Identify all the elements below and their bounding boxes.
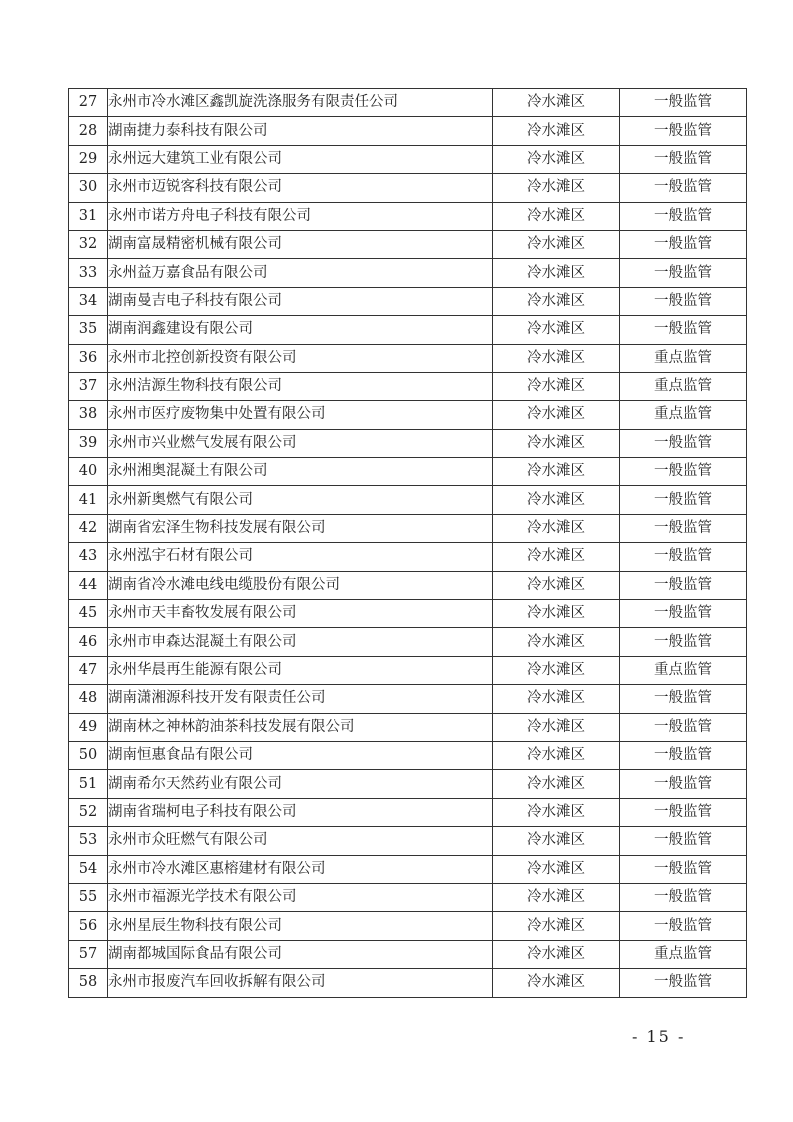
company-name: 永州市冷水滩区鑫凯旋洗涤服务有限责任公司 xyxy=(108,89,493,117)
company-name: 湖南捷力泰科技有限公司 xyxy=(108,117,493,145)
company-name: 永州市兴业燃气发展有限公司 xyxy=(108,429,493,457)
supervision-level: 一般监管 xyxy=(620,429,747,457)
table-row xyxy=(69,855,747,883)
company-name: 永州市冷水滩区惠榕建材有限公司 xyxy=(108,855,493,883)
district: 冷水滩区 xyxy=(493,344,620,372)
supervision-level: 一般监管 xyxy=(620,600,747,628)
supervision-level: 一般监管 xyxy=(620,174,747,202)
supervision-level: 重点监管 xyxy=(620,344,747,372)
district: 冷水滩区 xyxy=(493,287,620,315)
table-row xyxy=(69,628,747,656)
district: 冷水滩区 xyxy=(493,514,620,542)
table-row xyxy=(69,571,747,599)
company-name: 永州洁源生物科技有限公司 xyxy=(108,372,493,400)
row-number: 50 xyxy=(69,741,108,769)
district: 冷水滩区 xyxy=(493,145,620,173)
row-number: 30 xyxy=(69,174,108,202)
district: 冷水滩区 xyxy=(493,571,620,599)
company-name: 永州益万嘉食品有限公司 xyxy=(108,259,493,287)
row-number: 28 xyxy=(69,117,108,145)
row-number: 38 xyxy=(69,401,108,429)
district: 冷水滩区 xyxy=(493,827,620,855)
supervision-level: 重点监管 xyxy=(620,656,747,684)
supervision-level: 重点监管 xyxy=(620,940,747,968)
table-row xyxy=(69,89,747,117)
company-name: 永州市报废汽车回收拆解有限公司 xyxy=(108,969,493,997)
supervision-level: 一般监管 xyxy=(620,230,747,258)
supervision-level: 一般监管 xyxy=(620,798,747,826)
district: 冷水滩区 xyxy=(493,401,620,429)
company-name: 湖南曼吉电子科技有限公司 xyxy=(108,287,493,315)
row-number: 29 xyxy=(69,145,108,173)
district: 冷水滩区 xyxy=(493,940,620,968)
supervision-level: 一般监管 xyxy=(620,543,747,571)
table-row xyxy=(69,429,747,457)
row-number: 33 xyxy=(69,259,108,287)
supervision-level: 一般监管 xyxy=(620,969,747,997)
company-name: 永州湘奥混凝土有限公司 xyxy=(108,458,493,486)
table-row xyxy=(69,600,747,628)
table-row xyxy=(69,741,747,769)
row-number: 37 xyxy=(69,372,108,400)
company-name: 永州市北控创新投资有限公司 xyxy=(108,344,493,372)
row-number: 56 xyxy=(69,912,108,940)
row-number: 44 xyxy=(69,571,108,599)
supervision-level: 重点监管 xyxy=(620,372,747,400)
table-row xyxy=(69,912,747,940)
company-name: 永州市迈锐客科技有限公司 xyxy=(108,174,493,202)
table-row xyxy=(69,969,747,997)
row-number: 35 xyxy=(69,316,108,344)
row-number: 58 xyxy=(69,969,108,997)
row-number: 32 xyxy=(69,230,108,258)
district: 冷水滩区 xyxy=(493,969,620,997)
row-number: 57 xyxy=(69,940,108,968)
table-row xyxy=(69,656,747,684)
company-name: 永州市诺方舟电子科技有限公司 xyxy=(108,202,493,230)
district: 冷水滩区 xyxy=(493,656,620,684)
company-name: 湖南都城国际食品有限公司 xyxy=(108,940,493,968)
district: 冷水滩区 xyxy=(493,259,620,287)
supervision-level: 一般监管 xyxy=(620,628,747,656)
company-name: 永州市医疗废物集中处置有限公司 xyxy=(108,401,493,429)
table-row xyxy=(69,798,747,826)
district: 冷水滩区 xyxy=(493,912,620,940)
supervision-level: 一般监管 xyxy=(620,741,747,769)
company-name: 永州远大建筑工业有限公司 xyxy=(108,145,493,173)
supervision-level: 一般监管 xyxy=(620,685,747,713)
table-row xyxy=(69,145,747,173)
company-name: 湖南潇湘源科技开发有限责任公司 xyxy=(108,685,493,713)
district: 冷水滩区 xyxy=(493,600,620,628)
supervision-level: 一般监管 xyxy=(620,770,747,798)
row-number: 42 xyxy=(69,514,108,542)
supervision-level: 一般监管 xyxy=(620,316,747,344)
district: 冷水滩区 xyxy=(493,458,620,486)
company-name: 湖南省冷水滩电线电缆股份有限公司 xyxy=(108,571,493,599)
district: 冷水滩区 xyxy=(493,543,620,571)
district: 冷水滩区 xyxy=(493,117,620,145)
row-number: 52 xyxy=(69,798,108,826)
table-row xyxy=(69,287,747,315)
table-row xyxy=(69,316,747,344)
company-name: 湖南希尔天然药业有限公司 xyxy=(108,770,493,798)
row-number: 47 xyxy=(69,656,108,684)
district: 冷水滩区 xyxy=(493,372,620,400)
district: 冷水滩区 xyxy=(493,89,620,117)
district: 冷水滩区 xyxy=(493,316,620,344)
supervision-level: 一般监管 xyxy=(620,202,747,230)
district: 冷水滩区 xyxy=(493,883,620,911)
district: 冷水滩区 xyxy=(493,798,620,826)
district: 冷水滩区 xyxy=(493,770,620,798)
company-name: 永州星辰生物科技有限公司 xyxy=(108,912,493,940)
row-number: 27 xyxy=(69,89,108,117)
table-row xyxy=(69,940,747,968)
supervision-level: 一般监管 xyxy=(620,145,747,173)
district: 冷水滩区 xyxy=(493,174,620,202)
row-number: 40 xyxy=(69,458,108,486)
company-name: 永州市众旺燃气有限公司 xyxy=(108,827,493,855)
row-number: 36 xyxy=(69,344,108,372)
row-number: 51 xyxy=(69,770,108,798)
company-name: 永州市申森达混凝土有限公司 xyxy=(108,628,493,656)
district: 冷水滩区 xyxy=(493,429,620,457)
district: 冷水滩区 xyxy=(493,685,620,713)
district: 冷水滩区 xyxy=(493,230,620,258)
row-number: 34 xyxy=(69,287,108,315)
table-row xyxy=(69,202,747,230)
table-row xyxy=(69,770,747,798)
row-number: 39 xyxy=(69,429,108,457)
table-row xyxy=(69,344,747,372)
table-row xyxy=(69,486,747,514)
company-name: 永州新奥燃气有限公司 xyxy=(108,486,493,514)
company-name: 永州市福源光学技术有限公司 xyxy=(108,883,493,911)
row-number: 46 xyxy=(69,628,108,656)
table-row xyxy=(69,230,747,258)
company-name: 永州华晨再生能源有限公司 xyxy=(108,656,493,684)
table-row xyxy=(69,514,747,542)
table-row xyxy=(69,259,747,287)
district: 冷水滩区 xyxy=(493,741,620,769)
supervision-level: 一般监管 xyxy=(620,259,747,287)
supervision-level: 一般监管 xyxy=(620,883,747,911)
district: 冷水滩区 xyxy=(493,202,620,230)
supervision-level: 一般监管 xyxy=(620,514,747,542)
supervision-level: 一般监管 xyxy=(620,855,747,883)
district: 冷水滩区 xyxy=(493,855,620,883)
row-number: 43 xyxy=(69,543,108,571)
district: 冷水滩区 xyxy=(493,486,620,514)
company-name: 湖南省宏泽生物科技发展有限公司 xyxy=(108,514,493,542)
district: 冷水滩区 xyxy=(493,713,620,741)
table-row xyxy=(69,174,747,202)
company-name: 湖南富晟精密机械有限公司 xyxy=(108,230,493,258)
enterprise-table xyxy=(68,88,747,998)
district: 冷水滩区 xyxy=(493,628,620,656)
supervision-level: 重点监管 xyxy=(620,401,747,429)
supervision-level: 一般监管 xyxy=(620,571,747,599)
company-name: 永州市天丰畜牧发展有限公司 xyxy=(108,600,493,628)
table-row xyxy=(69,372,747,400)
enterprise-table-body xyxy=(69,89,747,998)
supervision-level: 一般监管 xyxy=(620,458,747,486)
table-row xyxy=(69,685,747,713)
supervision-level: 一般监管 xyxy=(620,912,747,940)
supervision-level: 一般监管 xyxy=(620,117,747,145)
table-row xyxy=(69,458,747,486)
supervision-level: 一般监管 xyxy=(620,827,747,855)
row-number: 48 xyxy=(69,685,108,713)
row-number: 49 xyxy=(69,713,108,741)
page-number: - 15 - xyxy=(632,1027,686,1046)
company-name: 湖南林之神林韵油茶科技发展有限公司 xyxy=(108,713,493,741)
table-row xyxy=(69,401,747,429)
table-row xyxy=(69,543,747,571)
row-number: 54 xyxy=(69,855,108,883)
company-name: 湖南省瑞柯电子科技有限公司 xyxy=(108,798,493,826)
row-number: 45 xyxy=(69,600,108,628)
table-row xyxy=(69,827,747,855)
supervision-level: 一般监管 xyxy=(620,486,747,514)
supervision-level: 一般监管 xyxy=(620,89,747,117)
row-number: 41 xyxy=(69,486,108,514)
supervision-level: 一般监管 xyxy=(620,287,747,315)
company-name: 湖南润鑫建设有限公司 xyxy=(108,316,493,344)
supervision-level: 一般监管 xyxy=(620,713,747,741)
row-number: 55 xyxy=(69,883,108,911)
company-name: 湖南恒惠食品有限公司 xyxy=(108,741,493,769)
company-name: 永州泓宇石材有限公司 xyxy=(108,543,493,571)
table-row xyxy=(69,883,747,911)
row-number: 53 xyxy=(69,827,108,855)
row-number: 31 xyxy=(69,202,108,230)
table-row xyxy=(69,713,747,741)
table-row xyxy=(69,117,747,145)
